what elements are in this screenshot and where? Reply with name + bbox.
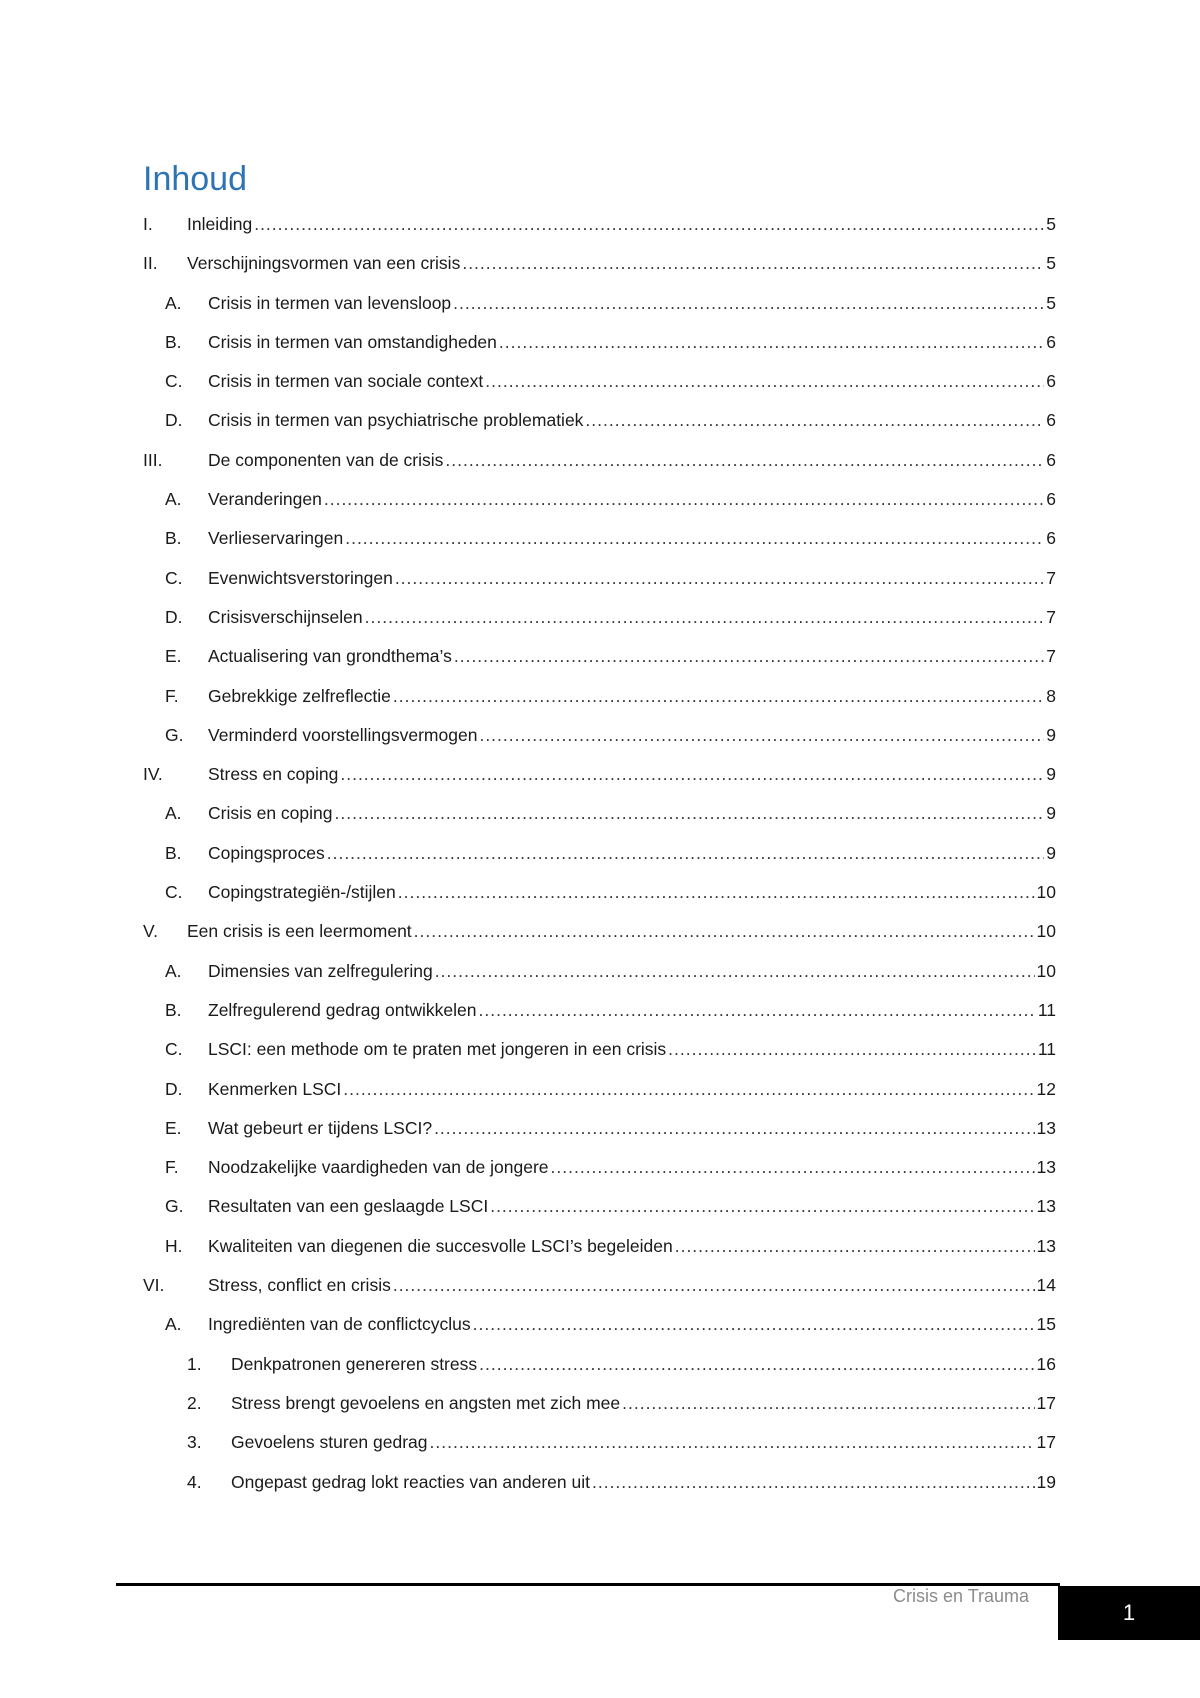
- toc-entry-page: 9: [1046, 764, 1056, 785]
- toc-entry-number: 3.: [187, 1432, 202, 1453]
- toc-entry-number: A.: [165, 292, 182, 313]
- toc-entry[interactable]: [143, 755, 1056, 794]
- toc-entry-page: 17: [1036, 1432, 1056, 1453]
- toc-leader-dots: [434, 1109, 1034, 1148]
- toc-entry-page: 7: [1046, 646, 1056, 667]
- toc-entry[interactable]: [143, 1266, 1056, 1305]
- toc-leader-dots: [551, 1148, 1035, 1187]
- toc-entry-title: Wat gebeurt er tijdens LSCI?: [208, 1117, 433, 1138]
- toc-leader-dots: [592, 1463, 1035, 1502]
- toc-entry[interactable]: [143, 1109, 1056, 1148]
- toc-entry-title: Verschijningsvormen van een crisis: [187, 253, 461, 274]
- toc-entry-number: A.: [165, 960, 182, 981]
- toc-entry[interactable]: [143, 362, 1056, 401]
- toc-entry-title: Verlieservaringen: [208, 528, 344, 549]
- toc-entry[interactable]: [143, 559, 1056, 598]
- toc-entry-page: 10: [1036, 921, 1056, 942]
- toc-entry[interactable]: [143, 1148, 1056, 1187]
- toc-entry-title: Dimensies van zelfregulering: [208, 960, 433, 981]
- toc-entry-title: LSCI: een methode om te praten met jongeren in een crisis: [208, 1039, 667, 1060]
- toc-entry[interactable]: [143, 205, 1056, 244]
- toc-leader-dots: [462, 244, 1044, 283]
- toc-entry-title: Resultaten van een geslaagde LSCI: [208, 1196, 489, 1217]
- toc-entry-page: 6: [1046, 331, 1056, 352]
- toc-leader-dots: [454, 637, 1044, 676]
- toc-entry-number: C.: [165, 567, 183, 588]
- toc-leader-dots: [490, 1187, 1034, 1226]
- toc-entry-title: Copingstrategiën-/stijlen: [208, 882, 396, 903]
- toc-leader-dots: [499, 323, 1044, 362]
- toc-entry[interactable]: [143, 873, 1056, 912]
- toc-entry-title: Ongepast gedrag lokt reacties van anderen uit: [231, 1471, 590, 1492]
- toc-entry[interactable]: [143, 244, 1056, 283]
- toc-entry-number: V.: [143, 921, 158, 942]
- toc-entry-page: 7: [1046, 606, 1056, 627]
- toc-entry[interactable]: [143, 952, 1056, 991]
- toc-entry-title: Copingsproces: [208, 842, 325, 863]
- toc-entry-title: Kenmerken LSCI: [208, 1078, 342, 1099]
- toc-leader-dots: [393, 677, 1044, 716]
- toc-entry-title: Gebrekkige zelfreflectie: [208, 685, 391, 706]
- toc-entry-page: 13: [1036, 1196, 1056, 1217]
- toc-entry[interactable]: [143, 637, 1056, 676]
- toc-entry[interactable]: [143, 834, 1056, 873]
- toc-leader-dots: [622, 1384, 1034, 1423]
- toc-leader-dots: [479, 716, 1044, 755]
- toc-leader-dots: [345, 519, 1044, 558]
- toc-entry-number: C.: [165, 1039, 183, 1060]
- toc-entry[interactable]: [143, 441, 1056, 480]
- toc-entry-number: III.: [143, 449, 163, 470]
- toc-entry[interactable]: [143, 323, 1056, 362]
- toc-entry-number: B.: [165, 331, 182, 352]
- toc-entry-page: 16: [1036, 1353, 1056, 1374]
- toc-entry-page: 13: [1036, 1157, 1056, 1178]
- toc-entry-number: A.: [165, 489, 182, 510]
- toc-entry-title: Denkpatronen genereren stress: [231, 1353, 478, 1374]
- toc-entry[interactable]: [143, 284, 1056, 323]
- toc-entry-number: E.: [165, 646, 182, 667]
- toc-entry-number: F.: [165, 685, 179, 706]
- toc-entry-number: B.: [165, 999, 182, 1020]
- toc-entry-title: Crisis in termen van omstandigheden: [208, 331, 497, 352]
- toc-entry-title: Veranderingen: [208, 489, 322, 510]
- toc-entry-title: Crisis en coping: [208, 803, 333, 824]
- toc-entry-title: Actualisering van grondthema’s: [208, 646, 452, 667]
- toc-entry-number: E.: [165, 1117, 182, 1138]
- toc-entry-page: 14: [1036, 1275, 1056, 1296]
- toc-entry-title: Gevoelens sturen gedrag: [231, 1432, 428, 1453]
- toc-entry-number: 1.: [187, 1353, 202, 1374]
- toc-entry-title: Crisis in termen van sociale context: [208, 371, 484, 392]
- toc-entry[interactable]: [143, 1305, 1056, 1344]
- toc-entry[interactable]: [143, 716, 1056, 755]
- toc-entry[interactable]: [143, 1384, 1056, 1423]
- page-number: 1: [1058, 1586, 1200, 1640]
- toc-entry-number: G.: [165, 724, 184, 745]
- toc-leader-dots: [445, 441, 1044, 480]
- toc-entry[interactable]: [143, 794, 1056, 833]
- toc-leader-dots: [365, 598, 1045, 637]
- toc-entry[interactable]: [143, 1070, 1056, 1109]
- toc-entry-title: Stress brengt gevoelens en angsten met zich mee: [231, 1392, 621, 1413]
- toc-entry-number: B.: [165, 842, 182, 863]
- toc-leader-dots: [340, 755, 1044, 794]
- toc-entry-title: Stress, conflict en crisis: [208, 1275, 391, 1296]
- footer-title: Crisis en Trauma: [893, 1586, 1030, 1606]
- toc-entry-title: Ingrediënten van de conflictcyclus: [208, 1314, 471, 1335]
- toc-entry-page: 13: [1036, 1235, 1056, 1256]
- toc-entry-number: II.: [143, 253, 158, 274]
- toc-entry-page: 9: [1046, 724, 1056, 745]
- toc-entry-page: 17: [1036, 1392, 1056, 1413]
- toc-leader-dots: [335, 794, 1045, 833]
- toc-entry[interactable]: [143, 480, 1056, 519]
- toc-entry[interactable]: [143, 1227, 1056, 1266]
- toc-leader-dots: [479, 1345, 1034, 1384]
- toc-leader-dots: [395, 559, 1044, 598]
- toc-entry-title: Noodzakelijke vaardigheden van de jongere: [208, 1157, 549, 1178]
- toc-entry-number: D.: [165, 410, 183, 431]
- toc-entry-number: C.: [165, 371, 183, 392]
- toc-leader-dots: [393, 1266, 1035, 1305]
- toc-leader-dots: [675, 1227, 1035, 1266]
- toc-entry-page: 13: [1036, 1117, 1056, 1138]
- toc-leader-dots: [254, 205, 1044, 244]
- toc-entry-number: 2.: [187, 1392, 202, 1413]
- toc-entry[interactable]: [143, 677, 1056, 716]
- toc-entry-number: D.: [165, 606, 183, 627]
- toc-entry-number: G.: [165, 1196, 184, 1217]
- toc-entry-number: D.: [165, 1078, 183, 1099]
- toc-entry-number: F.: [165, 1157, 179, 1178]
- toc-entry-page: 12: [1036, 1078, 1056, 1099]
- toc-entry[interactable]: [143, 1423, 1056, 1462]
- toc-entry-page: 11: [1037, 999, 1056, 1020]
- table-of-contents: [143, 205, 1056, 1502]
- toc-entry-title: Verminderd voorstellingsvermogen: [208, 724, 478, 745]
- toc-entry-page: 5: [1046, 214, 1056, 234]
- toc-entry-title: Stress en coping: [208, 764, 339, 785]
- toc-entry-page: 11: [1037, 1039, 1056, 1060]
- toc-entry-page: 6: [1046, 410, 1056, 431]
- toc-entry[interactable]: [143, 991, 1056, 1030]
- toc-entry-page: 15: [1036, 1314, 1056, 1335]
- toc-entry-title: Crisis in termen van levensloop: [208, 292, 452, 313]
- toc-leader-dots: [414, 912, 1035, 951]
- toc-entry-page: 6: [1046, 489, 1056, 510]
- toc-entry[interactable]: [143, 598, 1056, 637]
- toc-leader-dots: [668, 1030, 1036, 1069]
- toc-entry-title: Zelfregulerend gedrag ontwikkelen: [208, 999, 477, 1020]
- toc-entry-page: 6: [1046, 371, 1056, 392]
- toc-entry[interactable]: [143, 1463, 1056, 1502]
- toc-entry-number: IV.: [143, 764, 163, 785]
- toc-leader-dots: [343, 1070, 1034, 1109]
- toc-entry-title: Evenwichtsverstoringen: [208, 567, 393, 588]
- toc-entry-page: 10: [1036, 882, 1056, 903]
- toc-entry-title: Een crisis is een leermoment: [187, 921, 412, 942]
- toc-leader-dots: [453, 284, 1044, 323]
- toc-entry-page: 5: [1046, 292, 1056, 313]
- toc-leader-dots: [327, 834, 1045, 873]
- toc-entry-number: 4.: [187, 1471, 202, 1492]
- toc-entry-page: 6: [1046, 449, 1056, 470]
- toc-entry-title: Crisis in termen van psychiatrische problematiek: [208, 410, 584, 431]
- toc-leader-dots: [473, 1305, 1035, 1344]
- toc-entry-page: 9: [1046, 842, 1056, 863]
- toc-leader-dots: [398, 873, 1035, 912]
- toc-entry[interactable]: [143, 1030, 1056, 1069]
- toc-entry-number: A.: [165, 803, 182, 824]
- toc-entry-title: Kwaliteiten van diegenen die succesvolle LSCI’s begeleiden: [208, 1235, 673, 1256]
- toc-entry-number: B.: [165, 528, 182, 549]
- toc-entry-number: A.: [165, 1314, 182, 1335]
- toc-entry-title: De componenten van de crisis: [208, 449, 444, 470]
- toc-entry-number: I.: [143, 214, 153, 234]
- toc-leader-dots: [479, 991, 1036, 1030]
- toc-entry[interactable]: [143, 519, 1056, 558]
- toc-entry-number: C.: [165, 882, 183, 903]
- toc-leader-dots: [435, 952, 1035, 991]
- toc-entry-page: 6: [1046, 528, 1056, 549]
- toc-entry[interactable]: [143, 1345, 1056, 1384]
- toc-entry-page: 7: [1046, 567, 1056, 588]
- toc-entry[interactable]: [143, 401, 1056, 440]
- toc-entry-number: VI.: [143, 1275, 165, 1296]
- toc-leader-dots: [485, 362, 1044, 401]
- toc-heading: Inhoud: [143, 160, 247, 198]
- toc-entry-page: 8: [1046, 685, 1056, 706]
- toc-leader-dots: [585, 401, 1044, 440]
- toc-entry-page: 10: [1036, 960, 1056, 981]
- toc-entry-number: H.: [165, 1235, 183, 1256]
- toc-leader-dots: [324, 480, 1044, 519]
- toc-entry-page: 9: [1046, 803, 1056, 824]
- toc-leader-dots: [430, 1423, 1035, 1462]
- toc-entry-page: 19: [1036, 1471, 1056, 1492]
- toc-entry-title: Crisisverschijnselen: [208, 606, 363, 627]
- toc-entry-page: 5: [1046, 253, 1056, 274]
- toc-entry[interactable]: [143, 912, 1056, 951]
- toc-entry-title: Inleiding: [187, 214, 253, 234]
- toc-entry[interactable]: [143, 1187, 1056, 1226]
